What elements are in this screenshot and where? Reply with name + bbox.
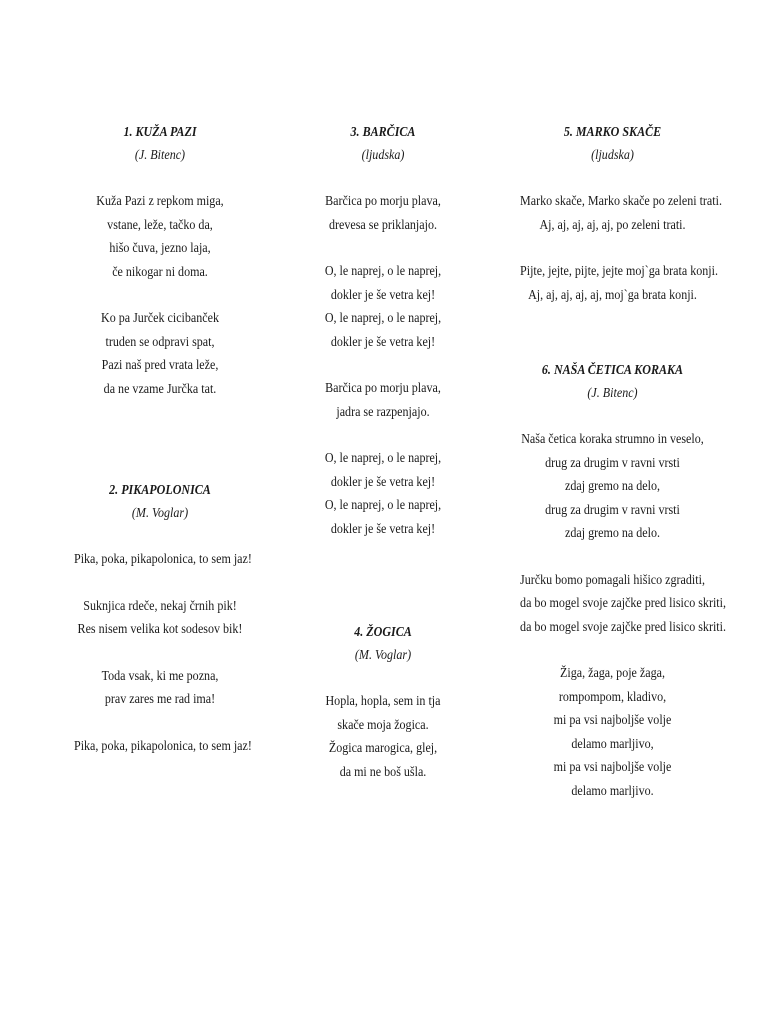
stanza xyxy=(283,690,483,784)
lyric-line: da ne vzame Jurčka tat. xyxy=(103,381,217,397)
lyric-line: mi pa vsi najboljše volje xyxy=(553,713,672,728)
lyric-line: zdaj gremo na delo, xyxy=(565,479,660,494)
lyric-line: vstane, leže, tačko da, xyxy=(107,217,213,233)
stanza xyxy=(60,735,260,759)
lyric-line: Marko skače, Marko skače po zeleni trati. xyxy=(520,194,722,209)
lyric-line: O, le naprej, o le naprej, xyxy=(324,451,442,466)
lyric-line: zdaj gremo na delo. xyxy=(565,526,660,541)
lyric-line: da bo mogel svoje zajčke pred lisico skriti. xyxy=(520,619,727,635)
lyric-line: dokler je še vetra kej! xyxy=(330,521,436,537)
stanza xyxy=(60,307,260,401)
song-nasa-cetica-koraka xyxy=(505,359,727,826)
song-title: 5. MARKO SKAČE xyxy=(563,125,662,140)
stanza xyxy=(60,665,260,712)
song-lyrics xyxy=(60,548,260,758)
lyric-line: Res nisem velika kot sodesov bik! xyxy=(77,622,243,637)
lyric-line: truden se odpravi spat, xyxy=(105,334,215,350)
lyric-line: O, le naprej, o le naprej, xyxy=(324,264,442,279)
lyric-line: Pika, poka, pikapolonica, to sem jaz! xyxy=(74,552,252,567)
lyric-line: drevesa se priklanjajo. xyxy=(329,217,437,233)
lyric-line: Kuža Pazi z repkom miga, xyxy=(96,194,224,209)
song-title: 4. ŽOGICA xyxy=(354,625,412,640)
lyric-line: delamo marljivo. xyxy=(571,783,654,799)
song-lyrics xyxy=(60,190,260,401)
lyric-line: Suknjica rdeče, nekaj črnih pik! xyxy=(83,598,237,614)
song-lyrics xyxy=(505,190,720,307)
lyric-line: Barčica po morju plava, xyxy=(325,381,441,396)
song-title: 2. PIKAPOLONICA xyxy=(109,483,211,498)
lyric-line: Aj, aj, aj, aj, aj, moj`ga brata konji. xyxy=(528,287,697,303)
lyric-line: Barčica po morju plava, xyxy=(325,194,441,209)
stanza xyxy=(283,260,483,354)
lyric-line: Jurčku bomo pomagali hišico zgraditi, xyxy=(520,572,705,588)
stanza xyxy=(283,190,483,237)
stanza xyxy=(505,428,720,546)
lyric-line: mi pa vsi najboljše volje xyxy=(553,760,672,775)
lyric-line: Toda vsak, ki me pozna, xyxy=(101,668,219,684)
lyric-line: Pika, poka, pikapolonica, to sem jaz! xyxy=(74,738,252,754)
lyric-line: Pijte, jejte, pijte, jejte moj`ga brata konji. xyxy=(520,264,718,279)
lyric-line: O, le naprej, o le naprej, xyxy=(324,311,442,326)
song-author: (J. Bitenc) xyxy=(134,148,186,163)
lyric-line: dokler je še vetra kej! xyxy=(330,287,436,303)
lyric-line: če nikogar ni doma. xyxy=(112,264,208,280)
stanza xyxy=(505,662,720,803)
song-marko-skace xyxy=(505,121,720,330)
lyric-line: drug za drugim v ravni vrsti xyxy=(545,502,680,518)
lyric-line: drug za drugim v ravni vrsti xyxy=(545,455,680,471)
lyric-line: skače moja žogica. xyxy=(337,717,429,733)
song-lyrics xyxy=(283,690,483,784)
lyric-line: da mi ne boš ušla. xyxy=(339,764,427,780)
song-title: 1. KUŽA PAZI xyxy=(123,125,197,140)
lyric-line: dokler je še vetra kej! xyxy=(330,474,436,490)
stanza xyxy=(505,190,720,237)
stanza xyxy=(60,190,260,284)
song-lyrics xyxy=(283,190,483,541)
stanza xyxy=(60,548,260,572)
stanza xyxy=(505,260,720,307)
lyric-line: Naša četica koraka strumno in veselo, xyxy=(521,432,704,447)
song-author: (J. Bitenc) xyxy=(587,386,638,401)
lyric-line: hišo čuva, jezno laja, xyxy=(109,241,211,256)
stanza xyxy=(60,595,260,642)
lyric-line: O, le naprej, o le naprej, xyxy=(324,498,442,513)
song-title: 3. BARČICA xyxy=(350,125,416,140)
stanza xyxy=(283,447,483,541)
lyric-line: Žiga, žaga, poje žaga, xyxy=(560,666,665,681)
song-title: 6. NAŠA ČETICA KORAKA xyxy=(541,363,684,378)
song-barcica xyxy=(283,121,483,564)
lyric-line: da bo mogel svoje zajčke pred lisico skriti, xyxy=(520,596,727,611)
song-kuza-pazi xyxy=(60,121,260,424)
lyric-line: Aj, aj, aj, aj, aj, po zeleni trati. xyxy=(539,217,686,233)
song-pikapolonica xyxy=(60,479,260,781)
song-author: (ljudska) xyxy=(361,148,405,163)
song-lyrics xyxy=(505,428,727,803)
lyric-line: jadra se razpenjajo. xyxy=(336,404,430,420)
lyric-line: Ko pa Jurček cicibanček xyxy=(100,311,220,326)
song-author: (M. Voglar) xyxy=(354,648,412,663)
lyric-line: prav zares me rad ima! xyxy=(104,692,216,707)
lyric-line: Pazi naš pred vrata leže, xyxy=(101,358,219,373)
stanza xyxy=(505,569,727,640)
lyric-line: Hopla, hopla, sem in tja xyxy=(325,694,441,709)
lyric-line: dokler je še vetra kej! xyxy=(330,334,436,350)
lyric-line: rompompom, kladivo, xyxy=(558,689,667,705)
lyric-line: Žogica marogica, glej, xyxy=(328,741,438,756)
lyric-line: delamo marljivo, xyxy=(571,736,654,752)
song-author: (ljudska) xyxy=(591,148,634,163)
stanza xyxy=(283,377,483,424)
song-author: (M. Voglar) xyxy=(131,506,189,521)
song-zogica xyxy=(283,621,483,807)
